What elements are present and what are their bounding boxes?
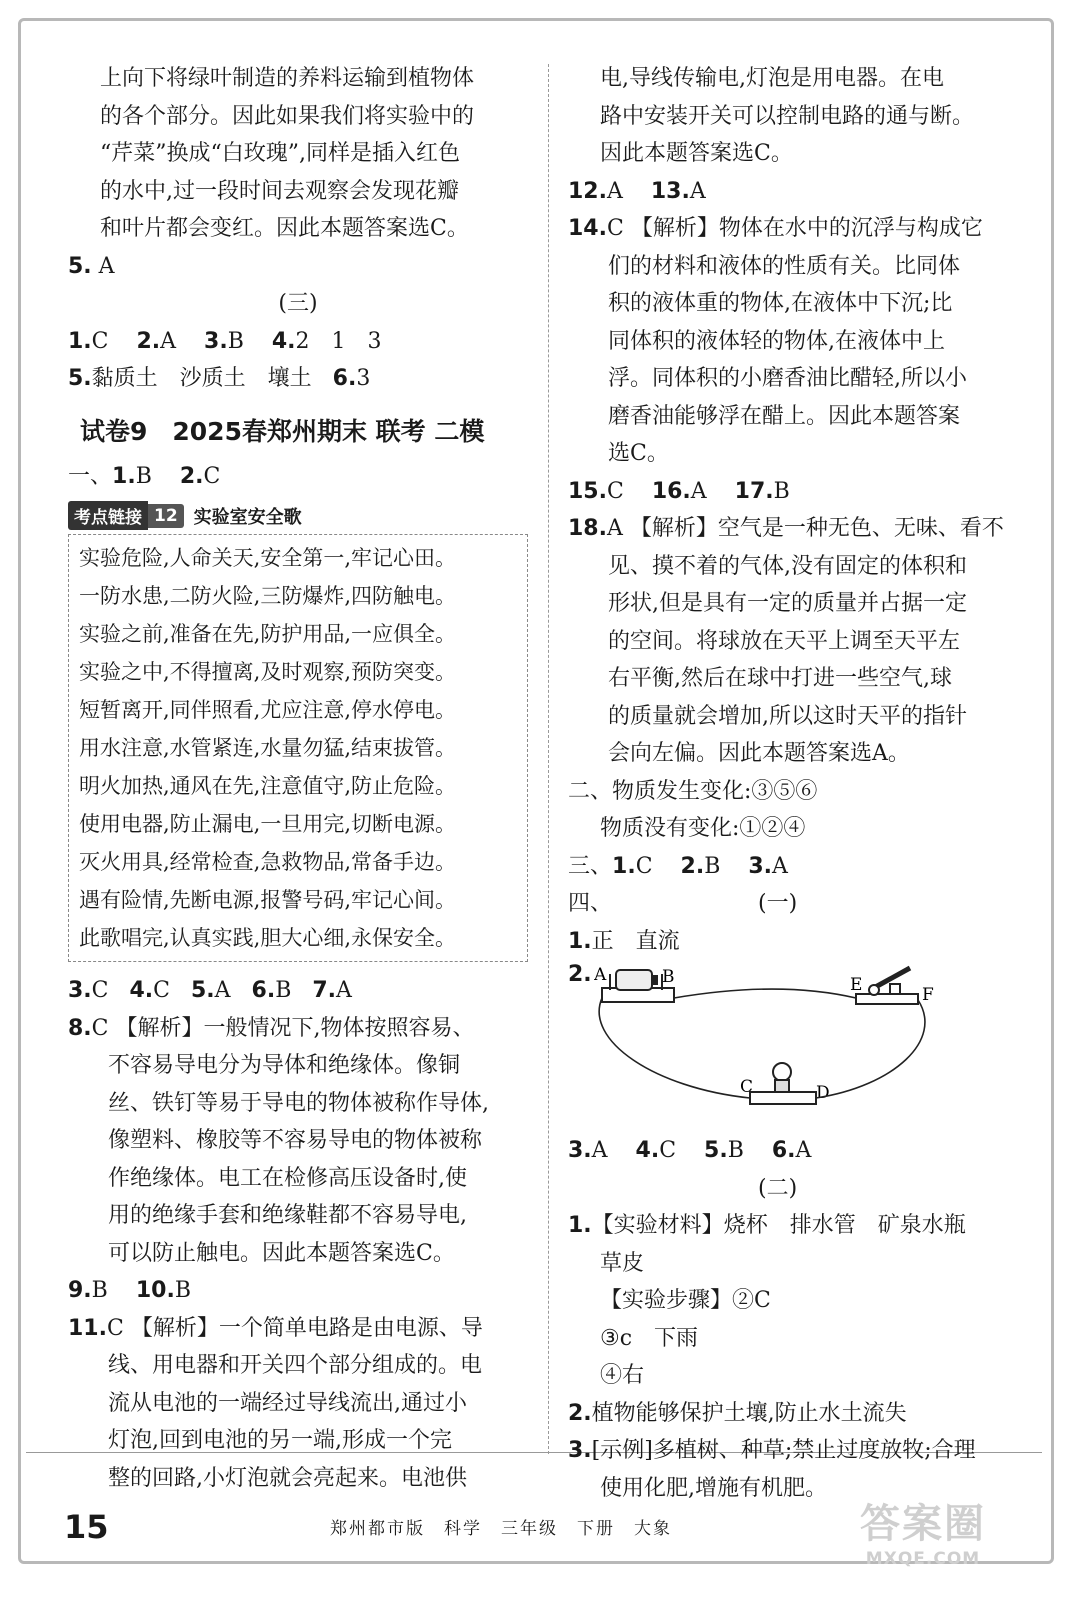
kp-number: 12	[148, 504, 184, 528]
question-number: 4.	[129, 978, 154, 1003]
text-line: 们的材料和液体的性质有关。比同体	[608, 253, 961, 279]
song-line: 一防水患,二防火险,三防爆炸,四防触电。	[79, 584, 457, 608]
answer: A	[690, 478, 707, 504]
text-line: 空气是一种无色、无味、看不	[717, 516, 1004, 541]
text-line: 的质量就会增加,所以这时天平的指针	[608, 703, 967, 729]
left-column	[68, 60, 528, 1497]
battery-icon	[616, 970, 652, 990]
answer-row	[568, 473, 1028, 511]
question-number: 5.	[704, 1138, 728, 1163]
bulb-socket	[775, 1080, 789, 1092]
answer-row	[568, 1395, 1028, 1433]
question-number: 5.	[191, 978, 215, 1003]
text-line: 线、用电器和开关四个部分组成的。电	[108, 1353, 483, 1378]
text-line: 的水中,过一段时间去观察会发现花瓣	[100, 178, 459, 204]
analysis-head	[568, 210, 1028, 248]
song-line: 实验之前,准备在先,防护用品,一应俱全。	[79, 622, 457, 646]
wire-battery-bulb	[599, 998, 750, 1098]
answer: 烧杯 排水管 矿泉水瓶	[723, 1213, 966, 1238]
answer: C	[635, 853, 653, 879]
answer-row	[68, 458, 528, 496]
question-number: 3.	[204, 328, 228, 354]
answer: A	[606, 516, 623, 541]
question-number: 7.	[312, 978, 337, 1003]
page-number: 15	[64, 1508, 109, 1546]
question-number: 5.	[68, 366, 92, 391]
answer: B	[135, 463, 152, 489]
text-line: 同体积的液体轻的物体,在液体中上	[608, 328, 945, 354]
text-line: 选C。	[608, 441, 669, 466]
question-number: 17.	[734, 478, 774, 504]
question-number: 3.	[568, 1138, 592, 1163]
label-a: A	[594, 965, 607, 985]
label-e: E	[850, 975, 863, 995]
answer: A	[160, 328, 177, 354]
answer: A	[336, 978, 352, 1003]
bulb-base	[750, 1092, 816, 1104]
answer-row	[568, 1207, 1028, 1245]
question-number: 13.	[650, 178, 690, 204]
song-line: 遇有险情,先断电源,报警号码,牢记心间。	[79, 888, 457, 912]
answer: 2 1 3	[295, 328, 382, 354]
label-c: C	[740, 1077, 754, 1097]
section-line: 二、物质发生变化:③⑤⑥	[568, 778, 818, 804]
footer-info: 郑州都市版 科学 三年级 下册 大象	[330, 1519, 672, 1539]
text-line: 使用化肥,增施有机肥。	[600, 1475, 827, 1501]
wire-battery-switch	[674, 989, 856, 998]
question-number: 1.	[612, 853, 636, 879]
answer: A	[606, 178, 623, 204]
text-line: 整的回路,小灯泡就会亮起来。电池供	[108, 1465, 467, 1491]
answer: C	[91, 978, 109, 1003]
answer: A	[591, 1138, 608, 1163]
answer: B	[727, 1138, 744, 1163]
question-number: 14.	[568, 216, 607, 241]
answer: B	[773, 478, 790, 504]
battery-terminal	[652, 975, 658, 985]
question-number: 1.	[112, 463, 136, 489]
text-line: 的空间。将球放在天平上调至天平左	[608, 628, 961, 654]
answer: 3	[356, 366, 371, 391]
text-line: 积的液体重的物体,在液体中下沉;比	[608, 291, 953, 316]
answer: A	[214, 978, 231, 1003]
bracket-tag: 【实验材料】	[591, 1213, 724, 1238]
continued-explanation	[68, 60, 528, 248]
answer: [示例]多植树、种草;禁止过度放牧;合理	[591, 1438, 976, 1463]
text-line: 一个简单电路是由电源、导	[218, 1315, 483, 1341]
question-number: 8.	[68, 1015, 92, 1041]
answer: A	[772, 853, 788, 879]
safety-song-box	[68, 534, 528, 962]
label-b: B	[662, 967, 675, 987]
answer-row	[568, 1282, 1028, 1320]
answer-row	[68, 323, 528, 361]
text-line: 会向左偏。因此本题答案选A。	[608, 741, 910, 766]
answer: 正 直流	[591, 928, 680, 954]
bulb-glass	[773, 1063, 791, 1081]
answer: B	[227, 328, 244, 354]
switch-base	[856, 994, 918, 1004]
text-line: 一般情况下,物体按照容易、	[203, 1015, 475, 1041]
subsection-title: (一)	[758, 891, 798, 916]
answer: C	[659, 1138, 677, 1163]
question-number: 6.	[251, 978, 276, 1003]
question-number: 15.	[568, 478, 607, 504]
question-number: 3.	[748, 853, 773, 879]
switch-post	[890, 984, 900, 994]
analysis-tag: 【解析】	[630, 216, 719, 241]
question-number: 10.	[135, 1278, 175, 1303]
answer: 黏质土 沙质土 壤土	[91, 366, 312, 391]
song-line: 实验危险,人命关天,安全第一,牢记心田。	[79, 546, 457, 570]
question-number: 3.	[68, 978, 92, 1003]
text-line: 路中安装开关可以控制电路的通与断。	[600, 103, 975, 129]
answer-row	[68, 972, 528, 1010]
answer-row	[568, 848, 1028, 886]
text-line: 流从电池的一端经过导线流出,通过小	[108, 1390, 467, 1416]
song-line: 使用电器,防止漏电,一旦用完,切断电源。	[79, 812, 457, 836]
text-line: 不容易导电分为导体和绝缘体。像铜	[108, 1053, 461, 1078]
answer-row	[68, 1272, 528, 1310]
analysis-tag: 【解析】	[115, 1015, 204, 1041]
column-divider	[548, 64, 549, 1454]
answer-row	[568, 1132, 1028, 1170]
text-line: 上向下将绿叶制造的养料运输到植物体	[100, 66, 475, 91]
question-number: 4.	[635, 1138, 660, 1163]
analysis-tag: 【解析】	[629, 516, 718, 541]
section-row	[568, 885, 1028, 923]
song-line: 短暂离开,同伴照看,尤应注意,停水停电。	[79, 698, 457, 722]
answer: C	[106, 1315, 124, 1341]
question-number: 2.	[136, 328, 161, 354]
switch-pivot	[869, 985, 879, 995]
analysis-tag: 【解析】	[130, 1315, 219, 1341]
text-line: 可以防止触电。因此本题答案选C。	[108, 1240, 455, 1266]
text-line: 灯泡,回到电池的另一端,形成一个完	[108, 1428, 452, 1453]
answer: B	[91, 1278, 108, 1303]
question-number: 2.	[568, 962, 592, 987]
question-number: 6.	[771, 1138, 796, 1163]
knowledge-point-header	[68, 501, 528, 530]
question-number: 18.	[568, 516, 607, 541]
song-line: 实验之中,不得擅离,及时观察,预防突变。	[79, 660, 457, 684]
text-line: 像塑料、橡胶等不容易导电的物体被称	[108, 1128, 483, 1153]
answer: B	[174, 1278, 191, 1303]
section-label: 一、	[68, 463, 113, 489]
question-number: 6.	[332, 366, 357, 391]
subsection-label: (二)	[758, 1175, 798, 1201]
section-label: 四、	[568, 891, 613, 916]
answer: C	[153, 978, 171, 1003]
label-d: D	[816, 1083, 830, 1103]
text-line: 磨香油能够浮在醋上。因此本题答案	[608, 403, 961, 429]
text-line: ④右	[600, 1363, 645, 1388]
question-number: 2.	[680, 853, 705, 879]
answer: ②C	[732, 1288, 771, 1313]
song-line: 此歌唱完,认真实践,胆大心细,永保安全。	[79, 926, 457, 950]
text-line: 丝、铁钉等易于导电的物体被称作导体,	[108, 1090, 489, 1116]
answer: C	[91, 1015, 109, 1041]
answer: A	[795, 1138, 812, 1163]
circuit-diagram	[594, 960, 974, 1132]
question-number: 1.	[568, 1213, 592, 1238]
question-number: 12.	[568, 178, 607, 204]
text-line: 草皮	[600, 1250, 645, 1276]
text-line: “芹菜”换成“白玫瑰”,同样是插入红色	[100, 141, 460, 166]
question-number: 5.	[68, 253, 92, 279]
watermark-url: MXQE.COM	[865, 1549, 981, 1569]
question-number: 3.	[568, 1438, 592, 1463]
watermark-text: 答案圈	[860, 1501, 986, 1547]
kp-title: 实验室安全歌	[193, 506, 302, 528]
text-line: 见、摸不着的气体,没有固定的体积和	[608, 553, 967, 579]
song-line: 灭火用具,经常检查,急救物品,常备手边。	[79, 850, 457, 874]
text-line: 物体在水中的沉浮与构成它	[718, 216, 983, 241]
right-column	[568, 60, 1028, 1507]
answer: 植物能够保护土壤,防止水土流失	[591, 1400, 907, 1426]
answer: C	[606, 478, 624, 504]
analysis-head	[568, 510, 1028, 548]
analysis-body	[568, 548, 1028, 773]
text-line: 因此本题答案选C。	[600, 141, 793, 166]
exam-title: 试卷9 2025春郑州期末 联考 二模	[80, 416, 485, 446]
answer: B	[275, 978, 292, 1003]
continued-explanation	[568, 60, 1028, 173]
question-number: 2.	[179, 463, 204, 489]
analysis-body	[568, 248, 1028, 473]
answer-row	[568, 923, 1028, 961]
answer-row	[568, 173, 1028, 211]
question-number: 1.	[568, 928, 592, 954]
answer: A	[98, 253, 115, 279]
section-line: 物质没有变化:①②④	[600, 816, 806, 841]
text-line: ③c 下雨	[600, 1325, 699, 1351]
answer-row	[568, 1432, 1028, 1470]
watermark-logo	[860, 1492, 986, 1569]
answer: C	[606, 216, 624, 241]
text-line: 作绝缘体。电工在检修高压设备时,使	[108, 1165, 467, 1191]
label-f: F	[922, 985, 934, 1005]
question-number: 2.	[568, 1400, 592, 1426]
bracket-tag: 【实验步骤】	[600, 1288, 733, 1313]
text-line: 形状,但是具有一定的质量并占据一定	[608, 591, 967, 616]
song-line: 用水注意,水管紧连,水量勿猛,结束拔管。	[79, 736, 457, 760]
question-number: 1.	[68, 328, 92, 354]
answer-row	[68, 360, 528, 398]
text-line: 右平衡,然后在球中打进一些空气,球	[608, 666, 952, 691]
kp-badge: 考点链接	[68, 501, 148, 530]
text-line: 浮。同体积的小磨香油比醋轻,所以小	[608, 366, 967, 391]
analysis-body	[68, 1347, 528, 1497]
wire-switch-bulb	[816, 1000, 925, 1098]
question-number: 4.	[271, 328, 296, 354]
answer: C	[91, 328, 109, 354]
text-line: 和叶片都会变红。因此本题答案选C。	[100, 216, 469, 241]
circuit-question	[568, 960, 1028, 1132]
answer: A	[689, 178, 706, 204]
subsection-title	[568, 1170, 1028, 1208]
text-line: 的各个部分。因此如果我们将实验中的	[100, 103, 475, 129]
text-line: 电,导线传输电,灯泡是用电器。在电	[600, 66, 944, 91]
answer: B	[704, 853, 721, 879]
analysis-head	[68, 1310, 528, 1348]
section-label: 三、	[568, 853, 613, 879]
section-title: (三)	[278, 291, 318, 316]
analysis-body	[68, 1047, 528, 1272]
question-number: 9.	[68, 1278, 92, 1303]
question-number: 16.	[651, 478, 691, 504]
song-line: 明火加热,通风在先,注意值守,防止危险。	[79, 774, 457, 798]
question-number: 11.	[68, 1315, 107, 1341]
text-line: 用的绝缘手套和绝缘鞋都不容易导电,	[108, 1203, 467, 1228]
analysis-head	[68, 1010, 528, 1048]
answer: C	[203, 463, 221, 489]
answer-row	[68, 248, 528, 286]
